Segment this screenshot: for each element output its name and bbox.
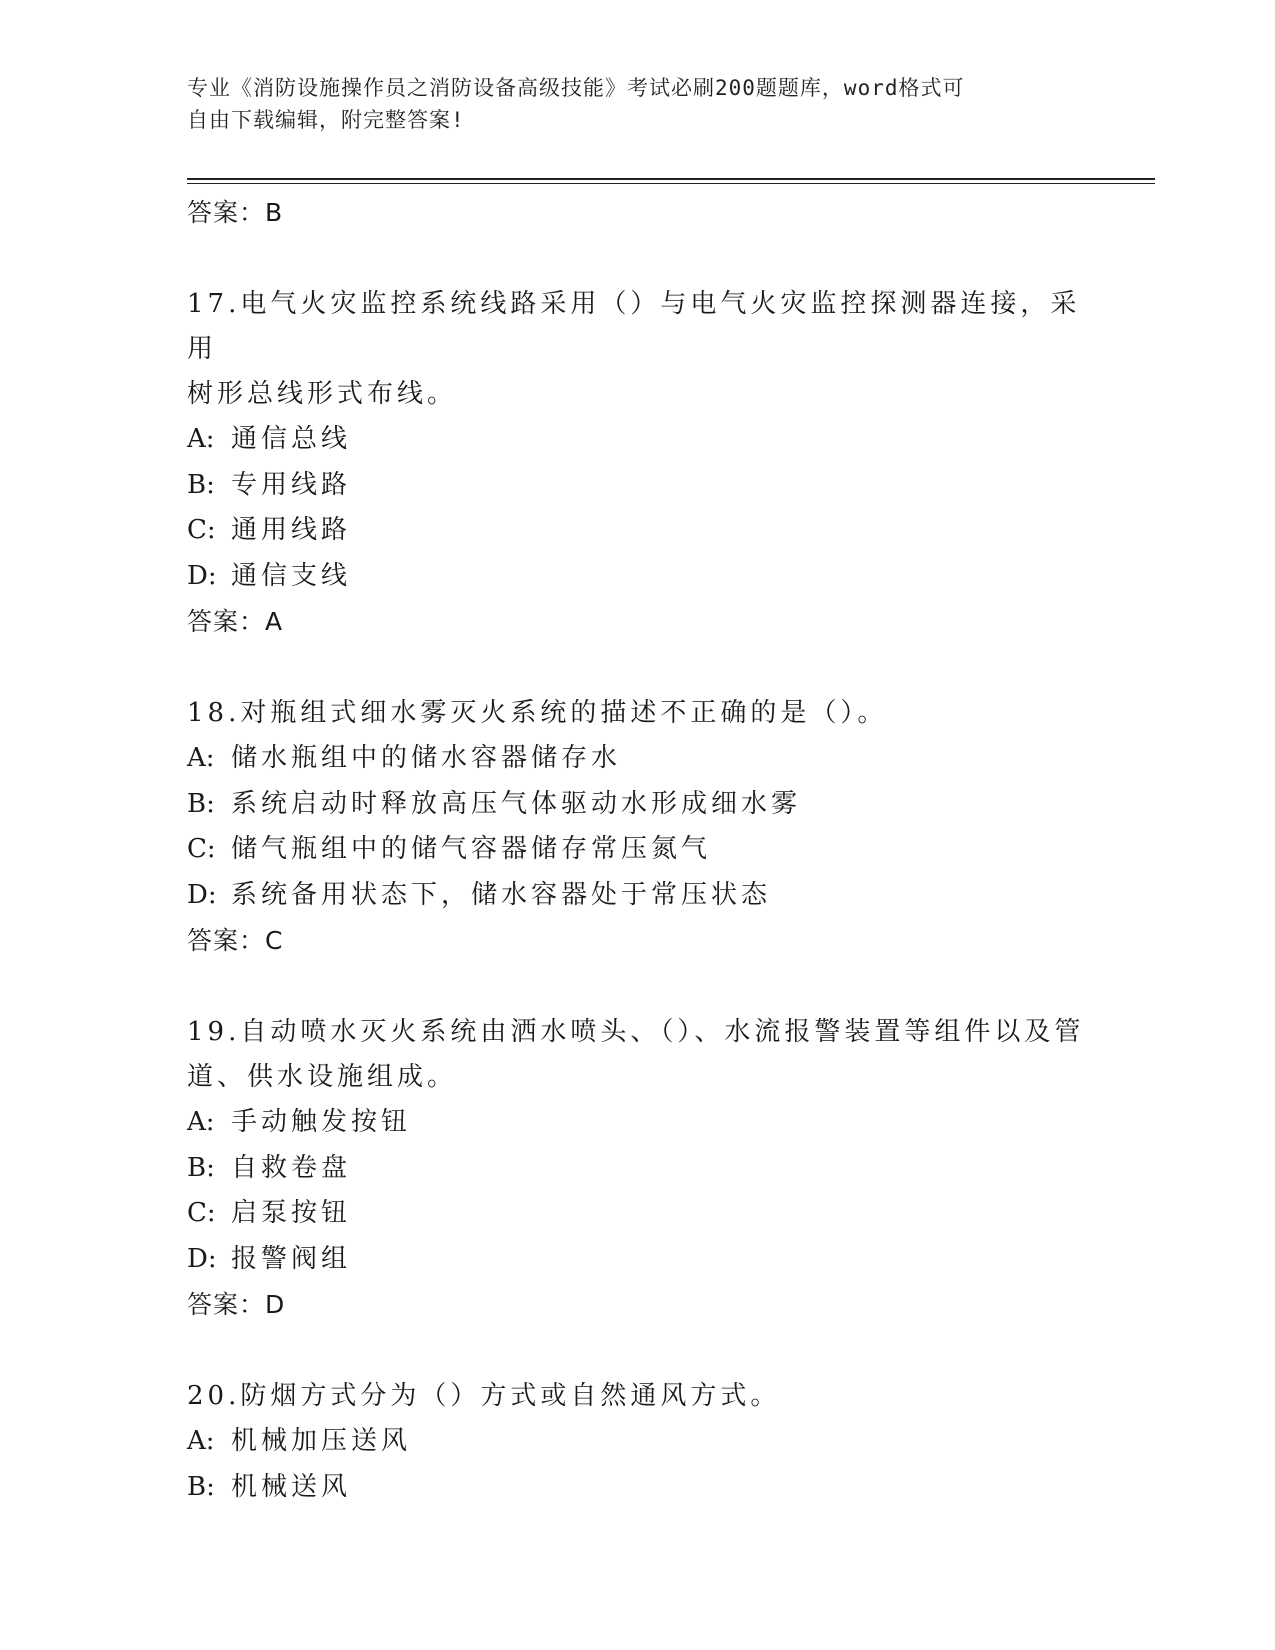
- question-20: [187, 1374, 1087, 1510]
- header-line-2: 自由下载编辑，附完整答案!: [187, 108, 465, 132]
- option-c: [187, 827, 1087, 873]
- option-key: B:: [187, 469, 215, 500]
- question-17: [187, 282, 1087, 645]
- option-text: 机械送风: [231, 1471, 352, 1502]
- option-key: B:: [187, 1152, 215, 1183]
- option-c: [187, 508, 1087, 554]
- option-key: B:: [187, 1471, 215, 1502]
- option-key: A:: [187, 743, 215, 773]
- option-b: [187, 463, 1087, 509]
- answer-18: 答案：C: [187, 926, 284, 955]
- option-key: A:: [187, 424, 215, 454]
- question-18: [187, 691, 1087, 964]
- question-stem-line: 树形总线形式布线。: [187, 379, 458, 409]
- header-rule-thin: [187, 183, 1155, 184]
- option-key: A:: [187, 1107, 215, 1137]
- option-text: 手动触发按钮: [231, 1107, 412, 1137]
- option-key: D:: [187, 1243, 217, 1274]
- option-text: 专用线路: [231, 469, 352, 500]
- question-stem-line: 道、供水设施组成。: [187, 1062, 458, 1092]
- question-stem-line: 17.电气火灾监控系统线路采用（）与电气火灾监控探测器连接，采用: [187, 289, 1081, 364]
- option-text: 通信总线: [231, 424, 352, 454]
- option-text: 储水瓶组中的储水容器储存水: [231, 743, 622, 773]
- question-stem-line: 18.对瓶组式细水雾灭火系统的描述不正确的是（）。: [187, 698, 888, 728]
- option-key: C:: [187, 1198, 216, 1228]
- option-text: 系统启动时释放高压气体驱动水形成细水雾: [231, 788, 802, 819]
- option-a: [187, 417, 1087, 463]
- answer-19: 答案：D: [187, 1290, 286, 1319]
- question-list: [187, 190, 1087, 1510]
- option-key: D:: [187, 560, 217, 591]
- question-stem-line: 20.防烟方式分为（）方式或自然通风方式。: [187, 1381, 781, 1411]
- question-19: [187, 1010, 1087, 1328]
- option-c: [187, 1191, 1087, 1237]
- option-text: 机械加压送风: [231, 1426, 412, 1456]
- page-header: [187, 72, 1067, 136]
- option-b: [187, 782, 1087, 828]
- header-line-1: 专业《消防设施操作员之消防设备高级技能》考试必刷200题题库，word格式可: [187, 76, 965, 100]
- option-d: [187, 554, 1087, 600]
- option-text: 报警阀组: [231, 1243, 352, 1274]
- option-key: C:: [187, 515, 216, 545]
- answer-16: 答案：B: [187, 198, 284, 227]
- option-text: 通信支线: [231, 560, 352, 591]
- option-b: [187, 1465, 1087, 1511]
- option-d: [187, 873, 1087, 919]
- option-text: 储气瓶组中的储气容器储存常压氮气: [231, 834, 712, 864]
- option-b: [187, 1146, 1087, 1192]
- option-key: A:: [187, 1426, 215, 1456]
- option-a: [187, 1419, 1087, 1465]
- option-a: [187, 736, 1087, 782]
- option-text: 自救卷盘: [231, 1152, 352, 1183]
- answer-17: 答案：A: [187, 607, 284, 636]
- option-text: 通用线路: [231, 515, 352, 545]
- option-text: 启泵按钮: [231, 1198, 352, 1228]
- option-key: B:: [187, 788, 215, 819]
- option-text: 系统备用状态下，储水容器处于常压状态: [231, 879, 772, 910]
- question-stem-line: 19.自动喷水灭火系统由洒水喷头、（）、水流报警装置等组件以及管: [187, 1017, 1085, 1047]
- header-rule-thick: [187, 178, 1155, 180]
- option-key: C:: [187, 834, 216, 864]
- option-a: [187, 1100, 1087, 1146]
- option-key: D:: [187, 879, 217, 910]
- option-d: [187, 1237, 1087, 1283]
